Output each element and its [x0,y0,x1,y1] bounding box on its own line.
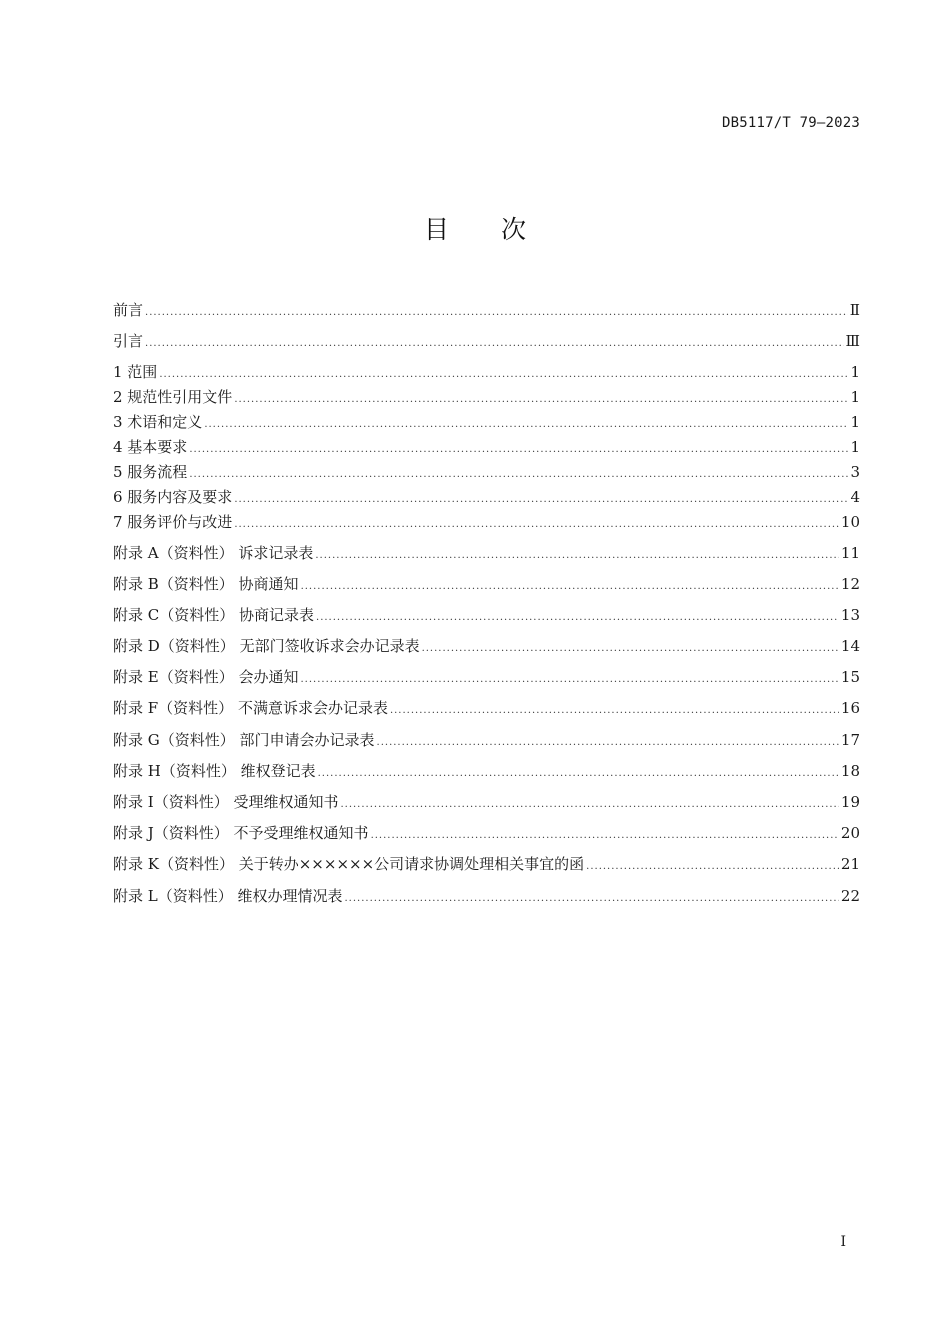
toc-entry-scope[interactable] [113,361,860,383]
toc-entry-appendix-g[interactable] [113,729,860,751]
toc-entry-page: 16 [840,699,860,717]
toc-entry-label: 附录 C（资料性） 协商记录表 [113,606,315,624]
toc-entry-page: 22 [840,887,860,905]
toc-entry-label: 7 服务评价与改进 [113,513,233,531]
toc-leader-dots [377,735,839,751]
toc-leader-dots [145,336,844,352]
toc-entry-appendix-c[interactable] [113,604,860,626]
toc-leader-dots [189,442,848,458]
toc-entry-page: 15 [840,668,860,686]
toc-entry-page: 21 [840,855,860,873]
toc-entry-label: 附录 H（资料性） 维权登记表 [113,762,316,780]
toc-entry-appendix-h[interactable] [113,760,860,782]
toc-entry-service-content[interactable] [113,486,860,508]
toc-entry-page: Ⅲ [845,332,860,350]
toc-entry-introduction[interactable] [113,330,860,352]
toc-leader-dots [316,610,839,626]
toc-entry-page: 3 [850,463,860,481]
toc-entry-page: 1 [850,438,860,456]
toc-entry-appendix-i[interactable] [113,791,860,813]
page-title: 目次 [423,215,578,244]
document-code: DB5117/T 79—2023 [721,115,860,131]
toc-entry-terms[interactable] [113,411,860,433]
toc-entry-page: 1 [850,413,860,431]
toc-entry-label: 附录 L（资料性） 维权办理情况表 [113,887,343,905]
toc-leader-dots [204,417,848,433]
toc-entry-label: 前言 [113,301,144,319]
toc-entry-normative-references[interactable] [113,386,860,408]
toc-entry-page: Ⅱ [849,301,860,319]
toc-entry-service-process[interactable] [113,461,860,483]
toc-leader-dots [586,859,839,875]
toc-entry-label: 附录 F（资料性） 不满意诉求会办记录表 [113,699,388,717]
toc-entry-appendix-l[interactable] [113,885,860,907]
toc-entry-page: 10 [840,513,860,531]
toc-leader-dots [318,766,839,782]
toc-leader-dots [340,797,838,813]
toc-entry-appendix-j[interactable] [113,822,860,844]
toc-entry-page: 11 [840,544,860,562]
toc-entry-appendix-f[interactable] [113,697,860,719]
toc-entry-label: 1 范围 [113,363,158,381]
toc-entry-service-evaluation[interactable] [113,511,860,533]
toc-entry-label: 附录 I（资料性） 受理维权通知书 [113,793,339,811]
toc-leader-dots [159,367,848,383]
toc-leader-dots [234,492,848,508]
toc-entry-foreword[interactable] [113,299,860,321]
page-number: I [840,1234,846,1250]
toc-entry-label: 附录 B（资料性） 协商通知 [113,575,299,593]
toc-entry-page: 13 [840,606,860,624]
toc-leader-dots [301,672,839,688]
toc-leader-dots [371,828,839,844]
toc-entry-label: 2 规范性引用文件 [113,388,233,406]
toc-entry-label: 6 服务内容及要求 [113,488,233,506]
toc-entry-page: 19 [840,793,860,811]
toc-entry-page: 1 [850,363,860,381]
toc-entry-label: 引言 [113,332,144,350]
toc-entry-label: 4 基本要求 [113,438,188,456]
toc-entry-label: 附录 K（资料性） 关于转办××××××公司请求协调处理相关事宜的函 [113,855,585,873]
toc-entry-appendix-a[interactable] [113,542,860,564]
toc-entry-page: 12 [840,575,860,593]
toc-leader-dots [390,703,839,719]
toc-entry-label: 3 术语和定义 [113,413,203,431]
toc-entry-label: 附录 A（资料性） 诉求记录表 [113,544,314,562]
toc-entry-page: 17 [840,731,860,749]
toc-entry-appendix-k[interactable] [113,853,860,875]
toc-leader-dots [234,517,839,533]
toc-entry-appendix-d[interactable] [113,635,860,657]
toc-entry-appendix-b[interactable] [113,573,860,595]
toc-entry-page: 14 [840,637,860,655]
toc-leader-dots [345,891,839,907]
toc-leader-dots [145,305,848,321]
toc-leader-dots [422,641,839,657]
toc-entry-label: 5 服务流程 [113,463,188,481]
toc-entry-appendix-e[interactable] [113,666,860,688]
toc-leader-dots [315,548,839,564]
toc-leader-dots [301,579,839,595]
toc-leader-dots [189,467,848,483]
toc-entry-page: 18 [840,762,860,780]
toc-entry-basic-requirements[interactable] [113,436,860,458]
toc-entry-page: 20 [840,824,860,842]
toc-entry-label: 附录 D（资料性） 无部门签收诉求会办记录表 [113,637,420,655]
toc-leader-dots [234,392,848,408]
toc-entry-page: 4 [850,488,860,506]
toc-entry-label: 附录 E（资料性） 会办通知 [113,668,299,686]
toc-entry-label: 附录 G（资料性） 部门申请会办记录表 [113,731,375,749]
toc-entry-label: 附录 J（资料性） 不予受理维权通知书 [113,824,369,842]
toc-entry-page: 1 [850,388,860,406]
